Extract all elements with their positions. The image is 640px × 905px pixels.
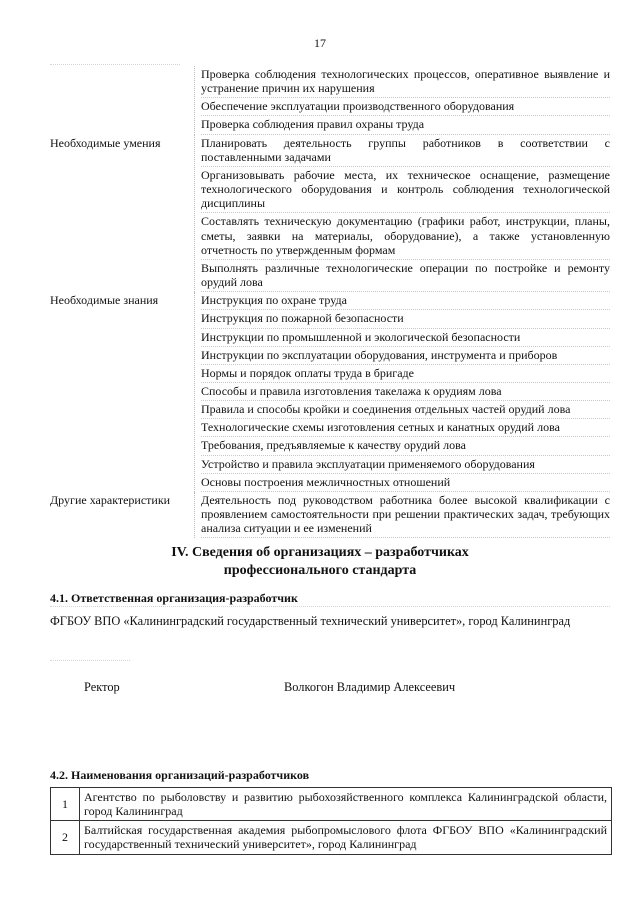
requirement-item: Составлять техническую документацию (графики работ, инструкции, планы, сметы, заявки на материалы, оборудование), а также установленную отчетность по утвержденным формам (201, 213, 610, 259)
requirements-row-0 (50, 66, 610, 135)
requirements-row-skills (50, 135, 610, 293)
faint-rule (50, 660, 130, 661)
requirement-item: Проверка соблюдения правил охраны труда (201, 116, 610, 134)
requirement-item: Инструкция по пожарной безопасности (201, 310, 610, 328)
organization-name: Балтийская государственная академия рыбопромыслового флота ФГБОУ ВПО «Калининградский государственный технический университет», город Калининград (80, 821, 612, 854)
section-title (0, 544, 640, 579)
table-row (51, 821, 612, 854)
requirement-item: Организовывать рабочие места, их техническое оснащение, размещение технологического оборудования и контроль соблюдения технологической дисциплины (201, 167, 610, 213)
requirement-item: Деятельность под руководством работника более высокой квалификации с проявлением самостоятельности при решении практических задач, требующих анализа ситуации и ее изменений (201, 492, 610, 538)
requirement-item: Выполнять различные технологические операции по постройке и ремонту орудий лова (201, 260, 610, 292)
developers-heading: 4.2. Наименования организаций-разработчиков (50, 768, 310, 782)
requirements-row-knowledge (50, 292, 610, 492)
responsible-heading: 4.1. Ответственная организация-разработчик (50, 591, 298, 605)
organization-name: Агентство по рыболовству и развитию рыбохозяйственного комплекса Калининградской области, город Калининград (80, 788, 612, 821)
signer-name: Волкогон Владимир Алексеевич (284, 680, 456, 694)
requirement-item: Обеспечение эксплуатации производственного оборудования (201, 98, 610, 116)
row-number: 2 (51, 821, 80, 854)
requirements-items (194, 292, 610, 492)
requirements-items (194, 135, 610, 293)
requirement-item: Нормы и порядок оплаты труда в бригаде (201, 365, 610, 383)
requirements-label: Необходимые знания (50, 293, 159, 308)
requirement-item: Технологические схемы изготовления сетных и канатных орудий лова (201, 419, 610, 437)
requirements-label: Необходимые умения (50, 135, 161, 150)
table-row (51, 788, 612, 821)
requirement-item: Основы построения межличностных отношений (201, 474, 610, 492)
section-title-line: IV. Сведения об организациях – разработчиках (171, 545, 469, 560)
developers-table (50, 787, 612, 855)
requirement-item: Требования, предъявляемые к качеству орудий лова (201, 437, 610, 455)
requirement-item: Устройство и правила эксплуатации применяемого оборудования (201, 456, 610, 474)
section-title-line: профессионального стандарта (223, 562, 417, 578)
requirements-label: Другие характеристики (50, 492, 171, 507)
requirement-item: Инструкция по охране труда (201, 292, 610, 310)
signer-role: Ректор (84, 680, 120, 694)
faint-rule (50, 606, 610, 607)
requirement-item: Планировать деятельность группы работников в соответствии с поставленными задачами (201, 135, 610, 167)
responsible-organization: ФГБОУ ВПО «Калининградский государственный технический университет», город Калининград (50, 614, 571, 628)
requirement-item: Способы и правила изготовления такелажа к орудиям лова (201, 383, 610, 401)
requirements-label (50, 66, 194, 135)
requirement-item: Инструкции по промышленной и экологической безопасности (201, 329, 610, 347)
faint-rule (50, 64, 180, 65)
requirements-items (194, 66, 610, 135)
requirements-row-other (50, 492, 610, 538)
row-number: 1 (51, 788, 80, 821)
requirements-items (194, 492, 610, 538)
requirement-item: Правила и способы кройки и соединения отдельных частей орудий лова (201, 401, 610, 419)
page-number: 17 (314, 36, 326, 50)
requirement-item: Проверка соблюдения технологических процессов, оперативное выявление и устранение причин их нарушения (201, 66, 610, 98)
requirements-table (50, 66, 610, 538)
requirement-item: Инструкции по эксплуатации оборудования, инструмента и приборов (201, 347, 610, 365)
